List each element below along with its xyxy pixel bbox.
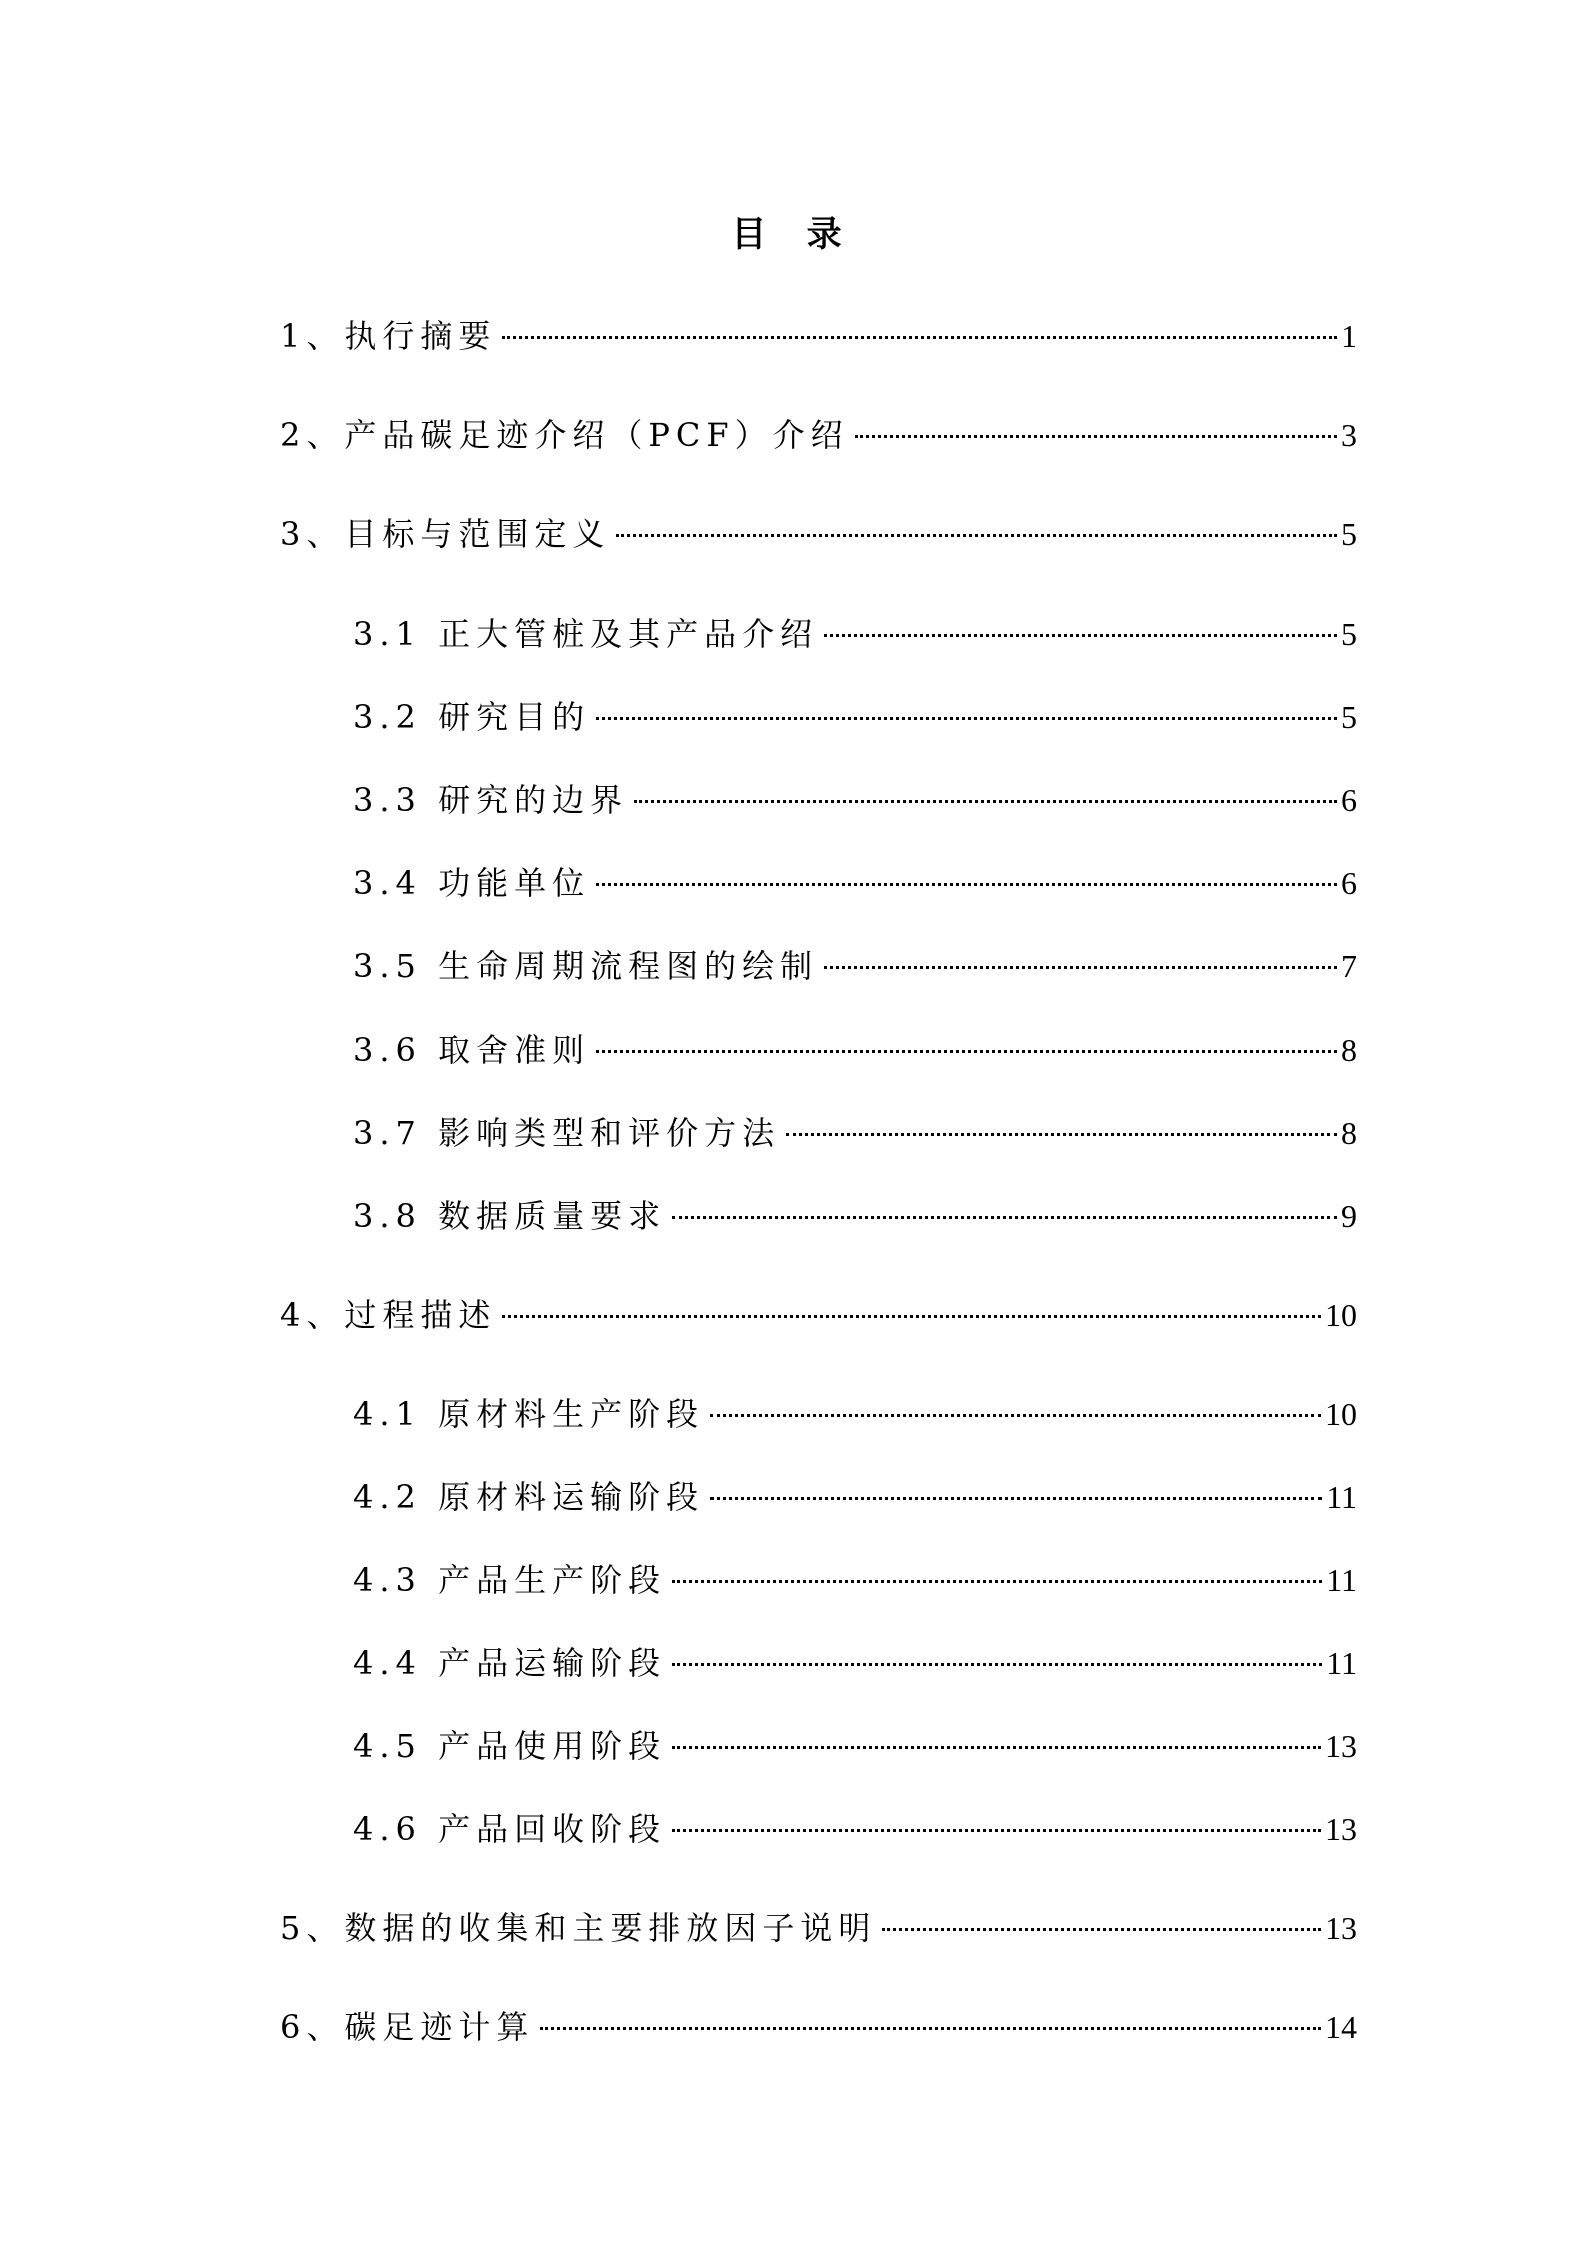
toc-page-number: 11 <box>1326 1479 1357 1515</box>
toc-entry-label: 4.2 原材料运输阶段 <box>353 1478 705 1516</box>
toc-page-number: 8 <box>1341 1032 1357 1068</box>
toc-page-number: 5 <box>1341 699 1357 735</box>
toc-entry[interactable] <box>353 1640 1357 1686</box>
toc-page-number: 13 <box>1325 1811 1357 1847</box>
toc-entry[interactable] <box>353 1193 1357 1239</box>
toc-entry[interactable] <box>280 412 1357 458</box>
toc-entry-label: 3、目标与范围定义 <box>280 515 611 553</box>
toc-dot-leader <box>824 966 1337 969</box>
toc-page-number: 6 <box>1341 782 1357 818</box>
toc-entry[interactable] <box>353 777 1357 823</box>
toc-page-number: 7 <box>1341 948 1357 984</box>
toc-entry-label: 4.4 产品运输阶段 <box>353 1644 667 1682</box>
toc-page-number: 13 <box>1325 1910 1357 1946</box>
toc-dot-leader <box>786 1133 1337 1136</box>
toc-dot-leader <box>672 1663 1322 1666</box>
toc-entry[interactable] <box>353 860 1357 906</box>
toc-entry-label: 3.5 生命周期流程图的绘制 <box>353 947 819 985</box>
toc-dot-leader <box>596 1050 1337 1053</box>
toc-entry[interactable] <box>353 694 1357 740</box>
toc-entry[interactable] <box>353 1391 1357 1437</box>
toc-dot-leader <box>596 883 1337 886</box>
toc-entry-label: 3.2 研究目的 <box>353 698 591 736</box>
toc-page-number: 13 <box>1325 1728 1357 1764</box>
toc-entry-label: 4、过程描述 <box>280 1296 497 1334</box>
toc-page-number: 14 <box>1325 2009 1357 2045</box>
toc-entry[interactable] <box>353 1723 1357 1769</box>
toc-page-number: 10 <box>1325 1396 1357 1432</box>
toc-entry[interactable] <box>353 943 1357 989</box>
toc-dot-leader <box>502 336 1337 339</box>
toc-page-number: 11 <box>1326 1645 1357 1681</box>
toc-page-number: 5 <box>1341 616 1357 652</box>
toc-entry[interactable] <box>280 1905 1357 1951</box>
toc-entry[interactable] <box>280 313 1357 359</box>
toc-entry-label: 6、碳足迹计算 <box>280 2008 535 2046</box>
toc-entry-label: 3.7 影响类型和评价方法 <box>353 1114 781 1152</box>
toc-entry[interactable] <box>353 1557 1357 1603</box>
toc-entry[interactable] <box>353 1027 1357 1073</box>
toc-page-number: 8 <box>1341 1115 1357 1151</box>
toc-entry-label: 3.3 研究的边界 <box>353 781 629 819</box>
toc-dot-leader <box>710 1414 1321 1417</box>
toc-dot-leader <box>672 1829 1321 1832</box>
toc-page-number: 11 <box>1326 1562 1357 1598</box>
toc-entry-label: 4.1 原材料生产阶段 <box>353 1395 705 1433</box>
toc-entry[interactable] <box>353 611 1357 657</box>
toc-page-number: 9 <box>1341 1198 1357 1234</box>
toc-dot-leader <box>672 1580 1322 1583</box>
toc-dot-leader <box>710 1497 1322 1500</box>
toc-page-number: 3 <box>1341 417 1357 453</box>
toc-dot-leader <box>596 717 1337 720</box>
toc-title: 目 录 <box>731 215 856 255</box>
toc-entry-label: 5、数据的收集和主要排放因子说明 <box>280 1909 877 1947</box>
toc-page-number: 1 <box>1341 318 1357 354</box>
toc-entry-label: 1、执行摘要 <box>280 317 497 355</box>
toc-dot-leader <box>855 435 1337 438</box>
toc-entry-label: 3.4 功能单位 <box>353 864 591 902</box>
toc-dot-leader <box>824 634 1337 637</box>
toc-dot-leader <box>634 800 1337 803</box>
toc-dot-leader <box>672 1746 1321 1749</box>
toc-page-number: 5 <box>1341 516 1357 552</box>
toc-dot-leader <box>672 1216 1337 1219</box>
toc-dot-leader <box>882 1928 1321 1931</box>
toc-entry[interactable] <box>353 1806 1357 1852</box>
toc-entry-label: 3.6 取舍准则 <box>353 1031 591 1069</box>
toc-entry[interactable] <box>280 511 1357 557</box>
toc-dot-leader <box>540 2027 1321 2030</box>
toc-entry-label: 3.1 正大管桩及其产品介绍 <box>353 615 819 653</box>
toc-page-number: 10 <box>1325 1297 1357 1333</box>
toc-entry[interactable] <box>280 1292 1357 1338</box>
toc-entry-label: 4.3 产品生产阶段 <box>353 1561 667 1599</box>
toc-dot-leader <box>502 1315 1321 1318</box>
toc-page-number: 6 <box>1341 865 1357 901</box>
toc-entry-label: 4.6 产品回收阶段 <box>353 1810 667 1848</box>
toc-entry[interactable] <box>353 1474 1357 1520</box>
toc-entry-label: 4.5 产品使用阶段 <box>353 1727 667 1765</box>
toc-entry[interactable] <box>353 1110 1357 1156</box>
toc-entry[interactable] <box>280 2004 1357 2050</box>
toc-entry-label: 2、产品碳足迹介绍（PCF）介绍 <box>280 416 849 454</box>
toc-dot-leader <box>616 534 1337 537</box>
toc-entry-label: 3.8 数据质量要求 <box>353 1197 667 1235</box>
